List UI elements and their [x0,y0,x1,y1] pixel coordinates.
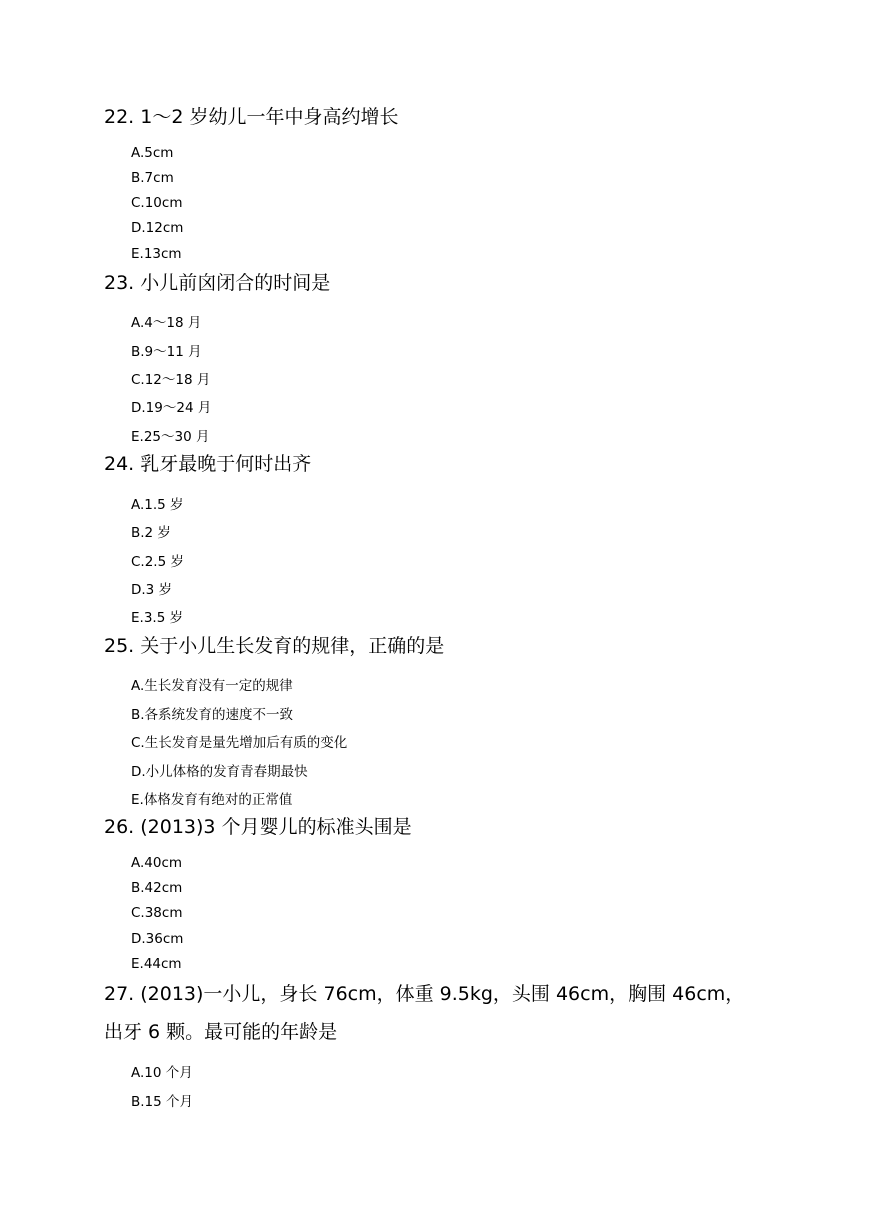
question-24-option-e: E.3.5 岁 [131,610,184,626]
question-26-title: 26. (2013)3 个月婴儿的标准头围是 [104,816,412,838]
question-24-option-a: A.1.5 岁 [131,497,184,513]
question-22-option-e: E.13cm [131,246,182,262]
question-27-title-line1: 27. (2013)一小儿，身长 76cm，体重 9.5kg，头围 46cm，胸围 46cm， [104,983,745,1005]
question-25-option-e: E.体格发育有绝对的正常值 [131,792,293,808]
question-25-option-d: D.小儿体格的发育青春期最快 [131,764,308,780]
question-22-option-a: A.5cm [131,145,174,161]
question-22-option-d: D.12cm [131,220,184,236]
question-26-option-a: A.40cm [131,855,183,871]
question-27-option-a: A.10 个月 [131,1065,193,1081]
question-24-option-d: D.3 岁 [131,582,173,598]
question-23-option-b: B.9～11 月 [131,344,202,360]
question-23-option-c: C.12～18 月 [131,372,211,388]
question-23-option-a: A.4～18 月 [131,315,202,331]
question-22-option-c: C.10cm [131,195,183,211]
question-24-title: 24. 乳牙最晚于何时出齐 [104,453,312,475]
question-23-title: 23. 小儿前囟闭合的时间是 [104,272,331,294]
question-23-option-d: D.19～24 月 [131,400,212,416]
question-26-option-e: E.44cm [131,956,182,972]
question-27-title-line2: 出牙 6 颗。最可能的年龄是 [104,1021,338,1043]
question-24-option-c: C.2.5 岁 [131,554,184,570]
question-26-option-c: C.38cm [131,905,183,921]
question-23-option-e: E.25～30 月 [131,429,210,445]
question-22-title: 22. 1～2 岁幼儿一年中身高约增长 [104,106,399,128]
question-25-option-c: C.生长发育是量先增加后有质的变化 [131,735,348,751]
question-22-option-b: B.7cm [131,170,174,186]
question-24-option-b: B.2 岁 [131,525,171,541]
question-25-option-a: A.生长发育没有一定的规律 [131,678,293,694]
question-25-option-b: B.各系统发育的速度不一致 [131,707,294,723]
question-26-option-d: D.36cm [131,931,184,947]
question-27-option-b: B.15 个月 [131,1094,194,1110]
question-26-option-b: B.42cm [131,880,183,896]
question-25-title: 25. 关于小儿生长发育的规律，正确的是 [104,635,445,657]
